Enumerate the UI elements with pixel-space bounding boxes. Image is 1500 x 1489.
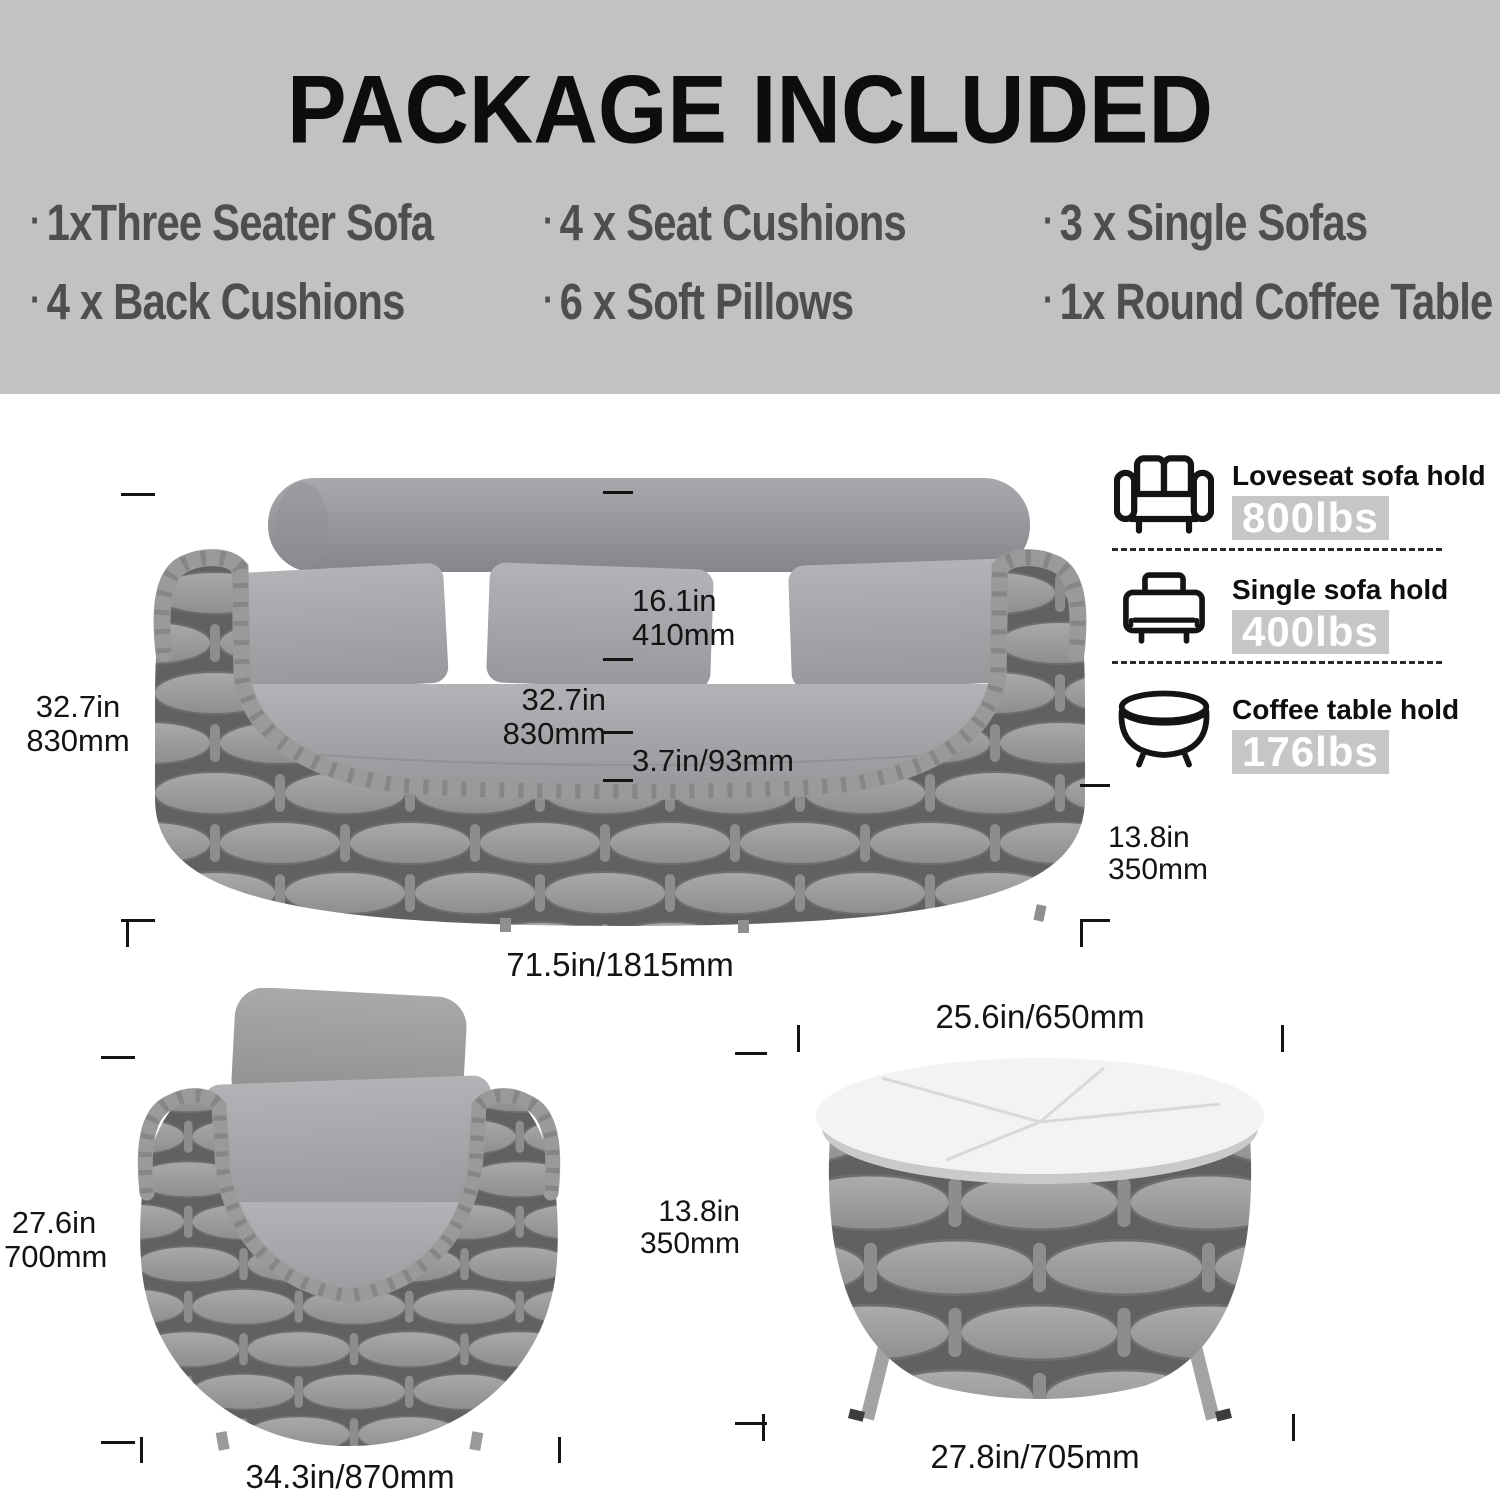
dim-tick <box>1080 784 1110 787</box>
dim-tick <box>121 493 155 496</box>
loveseat-icon <box>1114 452 1214 536</box>
package-item-label: 3 x Single Sofas <box>1059 194 1368 251</box>
package-item <box>30 272 405 331</box>
package-item <box>543 193 906 252</box>
capacity-value-badge: 800lbs <box>1232 496 1389 540</box>
three-seater-sofa-image <box>150 468 1090 933</box>
dim-tick <box>603 731 633 734</box>
dim-tick <box>101 1441 135 1444</box>
chair-height-label: 27.6in 700mm <box>4 1205 108 1274</box>
single-sofa-icon <box>1119 566 1209 650</box>
package-item-label: 1xThree Seater Sofa <box>46 194 434 251</box>
capacity-row-loveseat <box>1112 452 1492 540</box>
dim-tick <box>1292 1414 1295 1441</box>
dim-tick <box>603 491 633 494</box>
dim-tick <box>101 1056 135 1059</box>
package-included-banner <box>0 0 1500 394</box>
sofa-height-label: 32.7in 830mm <box>26 689 130 758</box>
package-item <box>30 193 433 252</box>
single-sofa-image <box>133 988 567 1456</box>
sofa-back-pillow-label: 16.1in 410mm <box>632 583 736 652</box>
package-item-label: 6 x Soft Pillows <box>559 273 854 330</box>
capacity-label: Coffee table hold <box>1232 694 1460 725</box>
sofa-base-height-label: 13.8in 350mm <box>1108 821 1209 886</box>
sofa-back-cushion <box>268 478 1030 572</box>
coffee-table-image <box>786 1040 1294 1432</box>
capacity-label: Loveseat sofa hold <box>1232 460 1486 491</box>
page-title: PACKAGE INCLUDED <box>287 54 1213 164</box>
capacity-value-badge: 400lbs <box>1232 610 1389 654</box>
dashed-divider <box>1112 548 1442 551</box>
package-item <box>1043 272 1492 331</box>
dim-tick <box>558 1437 561 1463</box>
dim-tick <box>126 920 129 947</box>
package-item-label: 1x Round Coffee Table <box>1059 273 1493 330</box>
dim-tick <box>603 779 633 782</box>
package-item-label: 4 x Seat Cushions <box>559 194 906 251</box>
sofa-seat-height-label: 32.7in 830mm <box>502 682 606 751</box>
bullet-icon: · <box>1043 278 1054 322</box>
bullet-icon: · <box>1043 199 1054 243</box>
dim-tick <box>762 1414 765 1441</box>
bullet-icon: · <box>30 199 41 243</box>
package-item-label: 4 x Back Cushions <box>46 273 405 330</box>
capacity-label: Single sofa hold <box>1232 574 1449 605</box>
sofa-cushion-thickness-label: 3.7in/93mm <box>632 743 794 778</box>
capacity-row-single-sofa <box>1112 566 1492 654</box>
package-item <box>543 272 853 331</box>
dim-tick <box>1080 920 1083 947</box>
dashed-divider <box>1112 661 1442 664</box>
table-top <box>816 1058 1264 1174</box>
package-item <box>1043 193 1367 252</box>
dim-tick <box>797 1025 800 1052</box>
bullet-icon: · <box>543 278 554 322</box>
bullet-icon: · <box>30 278 41 322</box>
sofa-lumbar-pillows <box>225 558 1022 694</box>
chair-width-label: 34.3in/870mm <box>245 1458 455 1489</box>
bullet-icon: · <box>543 199 554 243</box>
dim-tick <box>140 1437 143 1463</box>
dim-tick <box>1281 1025 1284 1052</box>
dim-tick <box>603 658 633 661</box>
sofa-width-label: 71.5in/1815mm <box>506 946 734 983</box>
table-base-width-label: 27.8in/705mm <box>930 1438 1140 1475</box>
coffee-table-icon <box>1114 686 1214 774</box>
dim-tick <box>1080 919 1110 922</box>
table-diameter-label: 25.6in/650mm <box>935 998 1145 1035</box>
capacity-value-badge: 176lbs <box>1232 730 1389 774</box>
table-height-label: 13.8in 350mm <box>639 1195 740 1260</box>
dim-tick <box>735 1052 767 1055</box>
capacity-row-coffee-table <box>1112 686 1492 774</box>
